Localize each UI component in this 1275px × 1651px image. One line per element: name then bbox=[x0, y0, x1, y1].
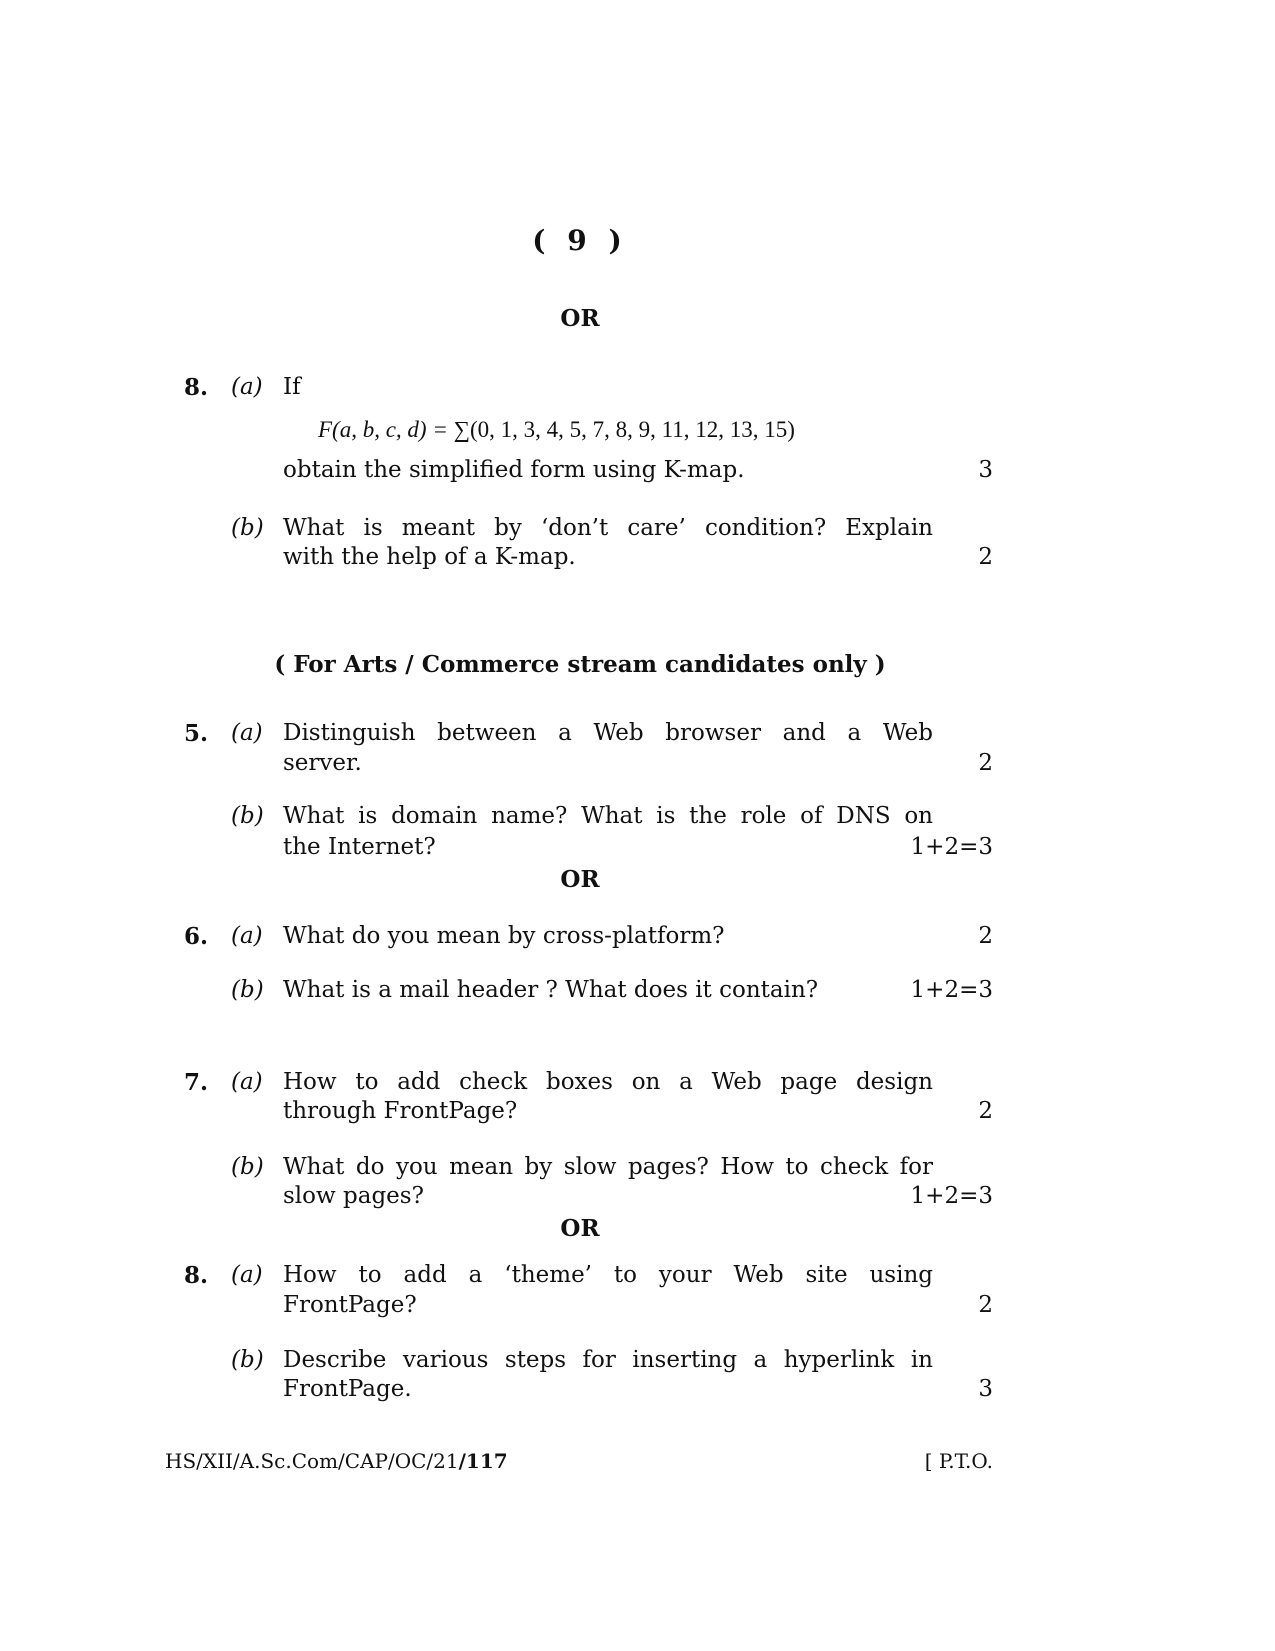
or-divider: OR bbox=[560, 305, 600, 332]
or-divider: OR bbox=[560, 1215, 600, 1242]
subpart-label: (a) bbox=[231, 1262, 263, 1288]
question-text: What is meant by ‘don’t care’ condition? Explain bbox=[283, 515, 933, 541]
question-text: slow pages? bbox=[283, 1183, 424, 1209]
subpart-label: (a) bbox=[231, 374, 263, 400]
marks: 2 bbox=[978, 1292, 993, 1318]
question-text: FrontPage. bbox=[283, 1376, 412, 1402]
formula-rhs: ∑(0, 1, 3, 4, 5, 7, 8, 9, 11, 12, 13, 15) bbox=[453, 417, 795, 442]
subpart-label: (b) bbox=[231, 977, 264, 1003]
paper-code bbox=[165, 1449, 508, 1473]
marks: 1+2=3 bbox=[910, 834, 993, 860]
formula-lhs: F(a, b, c, d) = bbox=[318, 417, 448, 442]
question-number: 5. bbox=[184, 720, 209, 747]
marks: 1+2=3 bbox=[910, 977, 993, 1003]
question-text: What do you mean by slow pages? How to check for bbox=[283, 1154, 933, 1180]
question-text: obtain the simplified form using K-map. bbox=[283, 457, 745, 483]
question-number: 8. bbox=[184, 1262, 209, 1289]
question-text: What is a mail header ? What does it contain? bbox=[283, 977, 819, 1003]
subpart-label: (b) bbox=[231, 1154, 264, 1180]
question-text: the Internet? bbox=[283, 834, 436, 860]
question-number: 8. bbox=[184, 374, 209, 401]
question-text: server. bbox=[283, 750, 362, 776]
paper-code-suffix: /117 bbox=[458, 1449, 508, 1473]
question-text: Distinguish between a Web browser and a Web bbox=[283, 720, 933, 746]
page-number: ( 9 ) bbox=[532, 224, 628, 257]
pto-note: [ P.T.O. bbox=[924, 1449, 993, 1473]
subpart-label: (a) bbox=[231, 1069, 263, 1095]
section-heading: ( For Arts / Commerce stream candidates only ) bbox=[274, 651, 886, 678]
question-text: What do you mean by cross-platform? bbox=[283, 923, 725, 949]
question-text: FrontPage? bbox=[283, 1292, 417, 1318]
subpart-label: (b) bbox=[231, 803, 264, 829]
subpart-label: (b) bbox=[231, 515, 264, 541]
question-text: If bbox=[283, 374, 301, 400]
marks: 2 bbox=[978, 750, 993, 776]
marks: 2 bbox=[978, 923, 993, 949]
subpart-label: (a) bbox=[231, 720, 263, 746]
marks: 3 bbox=[978, 457, 993, 483]
question-text: What is domain name? What is the role of DNS on bbox=[283, 803, 933, 829]
question-text: through FrontPage? bbox=[283, 1098, 518, 1124]
question-number: 6. bbox=[184, 923, 209, 950]
question-number: 7. bbox=[184, 1069, 209, 1096]
marks: 3 bbox=[978, 1376, 993, 1402]
subpart-label: (b) bbox=[231, 1347, 264, 1373]
marks: 1+2=3 bbox=[910, 1183, 993, 1209]
question-text: with the help of a K-map. bbox=[283, 544, 576, 570]
boolean-function-formula bbox=[318, 417, 795, 443]
marks: 2 bbox=[978, 544, 993, 570]
question-text: How to add a ‘theme’ to your Web site using bbox=[283, 1262, 933, 1288]
subpart-label: (a) bbox=[231, 923, 263, 949]
question-text: How to add check boxes on a Web page design bbox=[283, 1069, 933, 1095]
question-text: Describe various steps for inserting a hyperlink in bbox=[283, 1347, 933, 1373]
paper-code-text: HS/XII/A.Sc.Com/CAP/OC/21 bbox=[165, 1449, 459, 1473]
marks: 2 bbox=[978, 1098, 993, 1124]
or-divider: OR bbox=[560, 866, 600, 893]
